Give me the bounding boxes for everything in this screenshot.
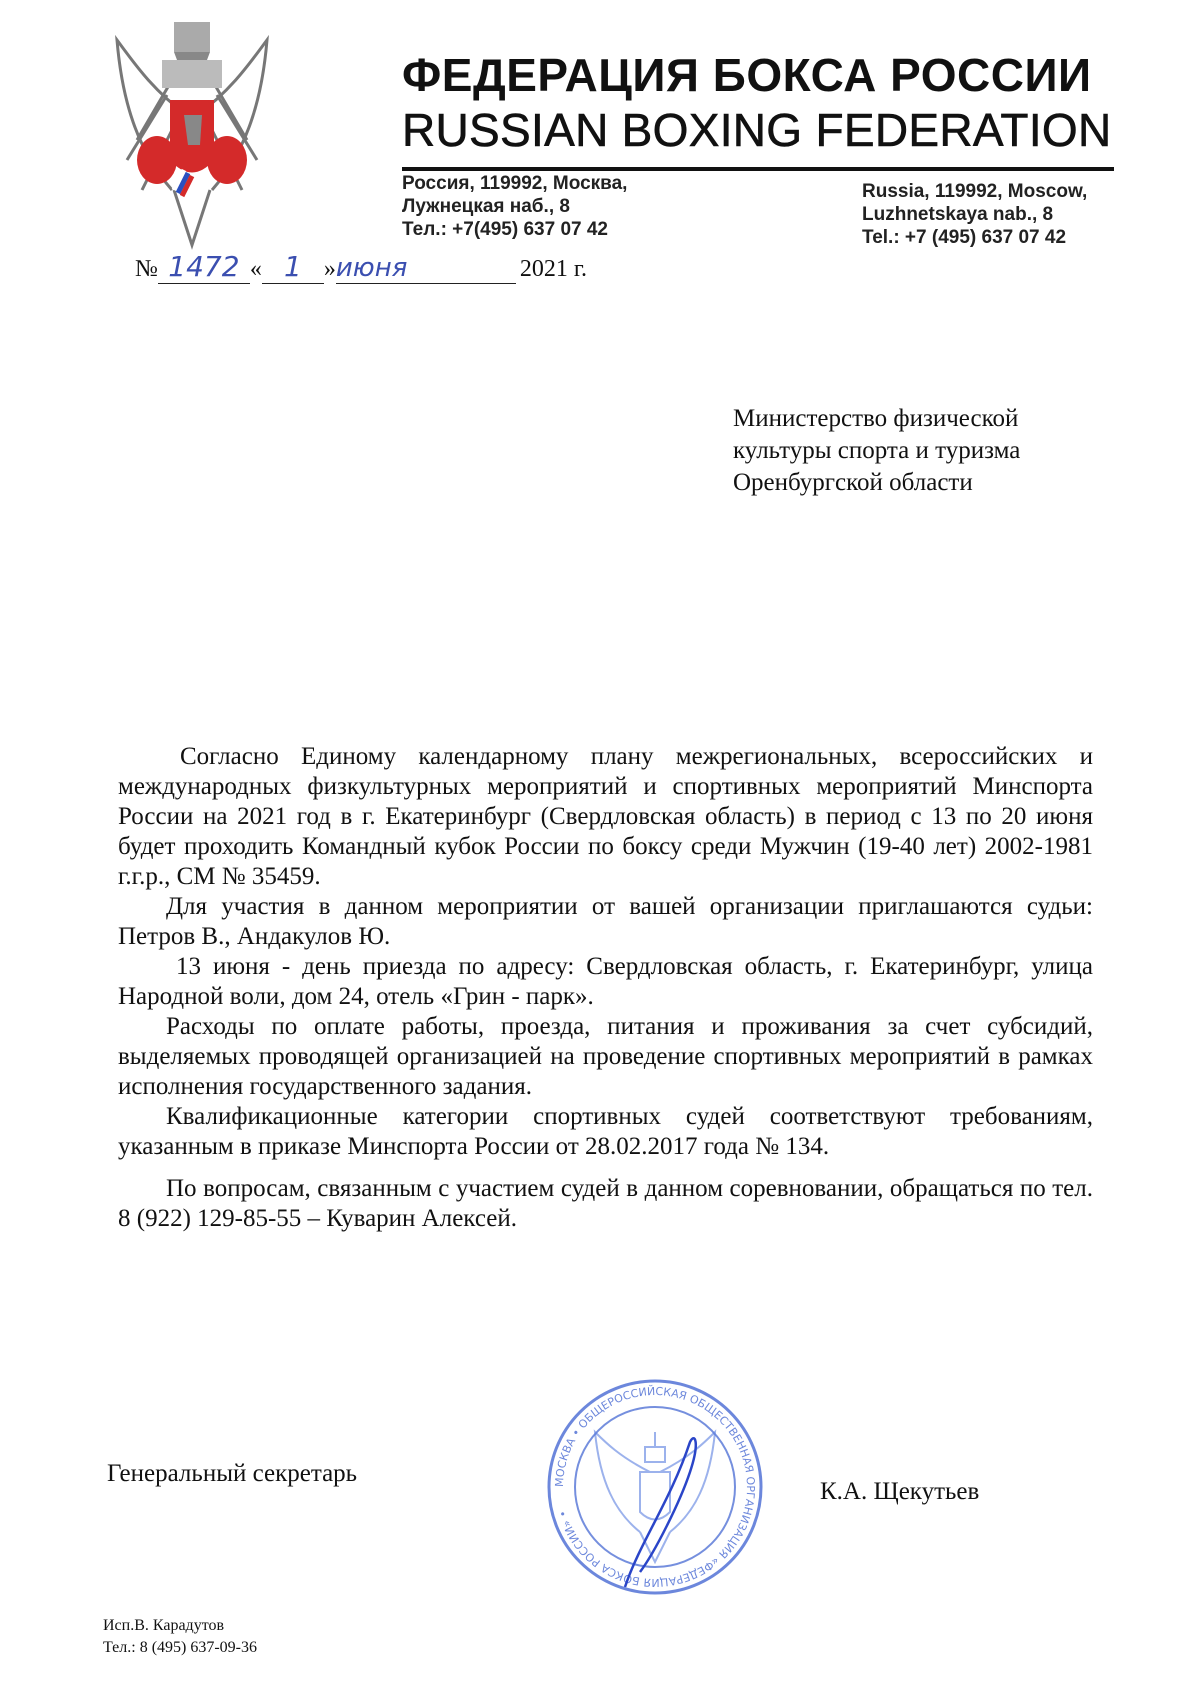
address-ru-line: Россия, 119992, Москва, xyxy=(402,173,628,194)
number-sign: № xyxy=(135,256,158,282)
address-ru xyxy=(402,172,627,241)
body-paragraph: По вопросам, связанным с участием судей в данном соревновании, обращаться по тел. 8 (922) 129-85-55 – Куварин Алексей. xyxy=(118,1175,1093,1232)
reference-year: 2021 г. xyxy=(519,256,588,282)
reference-day: 1 xyxy=(262,250,324,284)
letter-body xyxy=(118,742,1093,1234)
body-paragraph: Для участия в данном мероприятии от вашей организации приглашаются судьи: Петров В., Андакулов Ю. xyxy=(118,893,1093,950)
address-ru-line: Лужнецкая наб., 8 xyxy=(402,196,570,217)
body-paragraph: Квалификационные категории спортивных судей соответствуют требованиям, указанным в приказе Минспорта России от 28.02.2017 года № 134. xyxy=(118,1103,1093,1160)
footer-executor xyxy=(103,1615,257,1659)
quote-close: » xyxy=(323,256,336,282)
executor-phone: Тел.: 8 (495) 637-09-36 xyxy=(103,1639,258,1656)
address-en-line: Luzhnetskaya nab., 8 xyxy=(862,204,1054,225)
federation-title-en: RUSSIAN BOXING FEDERATION xyxy=(402,104,1112,156)
reference-line xyxy=(135,250,587,284)
recipient-line: культуры спорта и туризма xyxy=(733,437,1021,464)
reference-number: 1472 xyxy=(158,250,250,284)
recipient-line: Оренбургской области xyxy=(733,469,973,496)
reference-month: июня xyxy=(336,253,516,284)
body-paragraph: 13 июня - день приезда по адресу: Свердловская область, г. Екатеринбург, улица Народной воли, дом 24, отель «Грин - парк». xyxy=(118,953,1093,1010)
svg-text:МОСКВА • ОБЩЕРОССИЙСКАЯ ОБЩЕСТ xyxy=(553,1385,757,1589)
official-stamp-icon xyxy=(540,1372,770,1602)
body-paragraph: Согласно Единому календарному плану межрегиональных, всероссийских и международных физкультурных мероприятий и спортивных мероприятий Минспорта России на 2021 год в г. Екатеринбург (Свердловская область) в период с 13 по 20 июня будет проходить Командный кубок России по боксу среди Мужчин (19-40 лет) 2002-1981 г.г.р., СМ № 35459. xyxy=(118,743,1093,890)
address-en-line: Tel.: +7 (495) 637 07 42 xyxy=(862,227,1067,248)
federation-title-ru: ФЕДЕРАЦИЯ БОКСА РОССИИ xyxy=(402,49,1092,101)
signatory-name: К.А. Щекутьев xyxy=(820,1478,980,1505)
address-ru-line: Тел.: +7(495) 637 07 42 xyxy=(402,219,609,240)
address-en-line: Russia, 119992, Moscow, xyxy=(862,181,1088,202)
boxing-federation-emblem-icon xyxy=(112,20,272,250)
header-rule xyxy=(402,167,1114,171)
recipient-line: Министерство физической xyxy=(733,405,1019,432)
body-paragraph: Расходы по оплате работы, проезда, питания и проживания за счет субсидий, выделяемых проводящей организацией на проведение спортивных мероприятий в рамках исполнения государственного задания. xyxy=(118,1013,1093,1100)
address-en xyxy=(862,180,1087,249)
executor-name: Исп.В. Карадутов xyxy=(103,1617,225,1634)
recipient-block xyxy=(733,403,1020,499)
quote-open: « xyxy=(249,256,262,282)
signatory-position: Генеральный секретарь xyxy=(107,1460,358,1487)
stamp-text: МОСКВА • ОБЩЕРОССИЙСКАЯ ОБЩЕСТВЕННАЯ ОРГАНИЗАЦИЯ «ФЕДЕРАЦИЯ БОКСА РОССИИ» • xyxy=(552,1384,758,1590)
